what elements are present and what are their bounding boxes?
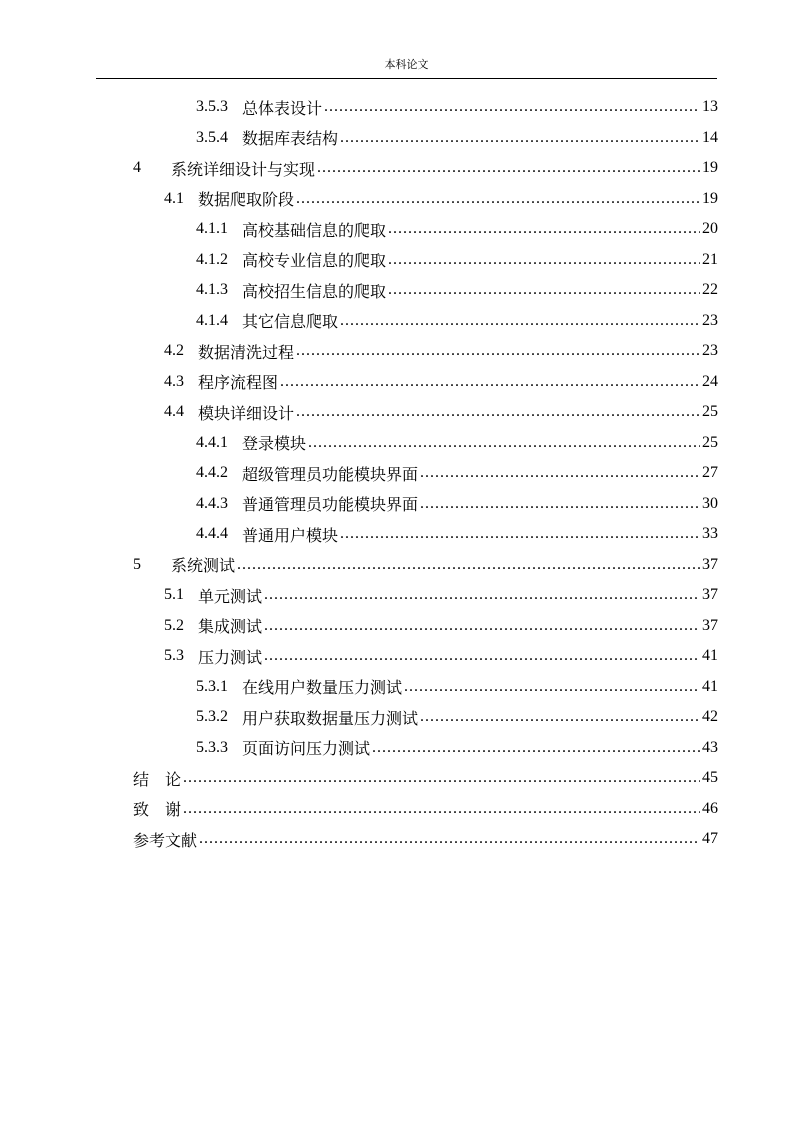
toc-entry-title: 模块详细设计 xyxy=(198,405,295,423)
toc-entry-page: 37 xyxy=(702,616,718,634)
toc-entry[interactable] xyxy=(196,702,718,732)
toc-entry-title: 登录模块 xyxy=(242,436,307,453)
toc-entry-page: 27 xyxy=(702,464,718,481)
toc-entry-title: 用户获取数据量压力测试 xyxy=(242,710,419,728)
toc-entry-page: 21 xyxy=(702,250,718,268)
toc-entry-number: 4.2 xyxy=(164,342,184,359)
toc-entry-number: 4.4.4 xyxy=(196,525,228,542)
toc-entry-title: 页面访问压力测试 xyxy=(242,741,371,758)
toc-entry-title: 程序流程图 xyxy=(198,375,279,392)
toc-entry[interactable] xyxy=(164,184,718,214)
toc-entry-number: 4.1.1 xyxy=(196,220,228,237)
toc-entry[interactable] xyxy=(133,763,718,793)
toc-dot-leader xyxy=(264,586,700,604)
toc-entry-title: 普通用户模块 xyxy=(242,527,339,545)
toc-entry[interactable] xyxy=(164,580,718,610)
toc-entry-page: 41 xyxy=(702,677,718,695)
toc-dot-leader xyxy=(237,556,700,574)
toc-entry-page: 19 xyxy=(702,159,718,176)
toc-entry-title: 高校基础信息的爬取 xyxy=(242,222,387,240)
toc-entry-page: 23 xyxy=(702,311,718,329)
toc-entry-number: 4.4.2 xyxy=(196,464,228,481)
toc-entry-number: 5.1 xyxy=(164,586,184,603)
toc-entry-number: 5.3.1 xyxy=(196,677,228,695)
toc-dot-leader xyxy=(296,342,700,360)
toc-entry-number: 4.1.3 xyxy=(196,281,228,298)
toc-entry[interactable] xyxy=(196,672,718,702)
toc-entry[interactable] xyxy=(133,550,718,580)
toc-entry-page: 43 xyxy=(702,738,718,756)
toc-dot-leader xyxy=(420,464,700,482)
toc-dot-leader xyxy=(420,708,700,726)
toc-entry-title: 数据爬取阶段 xyxy=(198,192,295,209)
toc-entry-title: 参考文献 xyxy=(133,832,198,850)
toc-entry-title: 压力测试 xyxy=(198,649,263,667)
toc-entry[interactable] xyxy=(196,733,718,763)
toc-entry-title: 集成测试 xyxy=(198,619,263,636)
toc-entry-page: 47 xyxy=(702,830,718,847)
toc-entry-number: 4.1 xyxy=(164,189,184,207)
toc-entry[interactable] xyxy=(164,641,718,671)
toc-entry-page: 37 xyxy=(702,555,718,573)
toc-entry-title: 系统详细设计与实现 xyxy=(171,161,316,179)
toc-entry[interactable] xyxy=(133,824,718,854)
toc-dot-leader xyxy=(199,830,700,848)
toc-entry-number: 4.1.4 xyxy=(196,311,228,329)
toc-dot-leader xyxy=(372,739,700,757)
toc-dot-leader xyxy=(308,434,700,452)
toc-entry-page: 41 xyxy=(702,647,718,664)
toc-entry-title: 系统测试 xyxy=(171,558,236,575)
toc-entry[interactable] xyxy=(196,275,718,305)
toc-dot-leader xyxy=(404,678,700,696)
page-header: 本科论文 xyxy=(384,59,429,71)
toc-entry-number: 5 xyxy=(133,555,141,573)
toc-entry[interactable] xyxy=(164,611,718,641)
toc-entry-page: 25 xyxy=(702,403,718,420)
toc-entry-page: 22 xyxy=(702,281,718,298)
toc-entry-title: 结 论 xyxy=(133,771,182,789)
header-rule xyxy=(96,78,717,79)
toc-entry[interactable] xyxy=(164,397,718,427)
toc-dot-leader xyxy=(183,769,700,787)
toc-entry[interactable] xyxy=(164,336,718,366)
toc-entry-page: 30 xyxy=(702,494,718,512)
toc-entry-number: 4.4 xyxy=(164,403,184,420)
toc-entry-number: 5.3.3 xyxy=(196,738,228,756)
toc-entry-page: 19 xyxy=(702,189,718,207)
toc-entry-page: 37 xyxy=(702,586,718,603)
toc-entry[interactable] xyxy=(196,245,718,275)
toc-dot-leader xyxy=(183,800,700,818)
toc-entry[interactable] xyxy=(196,92,718,122)
toc-entry-page: 14 xyxy=(702,128,718,146)
toc-entry-title: 总体表设计 xyxy=(242,100,323,118)
toc-dot-leader xyxy=(388,220,700,238)
toc-entry[interactable] xyxy=(196,489,718,519)
toc-dot-leader xyxy=(264,617,700,635)
toc-entry-page: 20 xyxy=(702,220,718,237)
toc-entry-title: 普通管理员功能模块界面 xyxy=(242,497,419,514)
toc-entry-number: 3.5.4 xyxy=(196,128,228,146)
toc-dot-leader xyxy=(340,312,700,330)
toc-entry-number: 5.3 xyxy=(164,647,184,664)
toc-dot-leader xyxy=(280,373,700,391)
toc-entry[interactable] xyxy=(196,458,718,488)
toc-entry-number: 4.1.2 xyxy=(196,250,228,268)
toc-entry-title: 高校专业信息的爬取 xyxy=(242,253,387,270)
toc-entry[interactable] xyxy=(196,214,718,244)
toc-entry[interactable] xyxy=(196,519,718,549)
toc-entry-page: 33 xyxy=(702,525,718,542)
toc-dot-leader xyxy=(296,190,700,208)
toc-entry-number: 5.3.2 xyxy=(196,708,228,725)
toc-entry-number: 4.4.1 xyxy=(196,433,228,451)
toc-entry-number: 4.4.3 xyxy=(196,494,228,512)
toc-dot-leader xyxy=(324,98,700,116)
toc-entry-number: 4 xyxy=(133,159,141,176)
toc-entry-page: 45 xyxy=(702,769,718,786)
toc-entry[interactable] xyxy=(164,367,718,397)
toc-entry-title: 在线用户数量压力测试 xyxy=(242,680,403,697)
toc-entry-page: 25 xyxy=(702,433,718,451)
toc-dot-leader xyxy=(340,129,700,147)
toc-entry-page: 24 xyxy=(702,372,718,390)
toc-entry[interactable] xyxy=(133,153,718,183)
toc-entry-title: 数据库表结构 xyxy=(242,131,339,148)
toc-entry[interactable] xyxy=(196,306,718,336)
toc-entry-page: 42 xyxy=(702,708,718,725)
toc-entry-title: 单元测试 xyxy=(198,588,263,606)
toc-dot-leader xyxy=(264,647,700,665)
toc-dot-leader xyxy=(296,403,700,421)
toc-dot-leader xyxy=(340,525,700,543)
toc-dot-leader xyxy=(317,159,700,177)
toc-entry-number: 5.2 xyxy=(164,616,184,634)
toc-entry[interactable] xyxy=(133,794,718,824)
toc-entry-title: 高校招生信息的爬取 xyxy=(242,283,387,301)
toc-entry[interactable] xyxy=(196,123,718,153)
toc-dot-leader xyxy=(388,251,700,269)
toc-dot-leader xyxy=(420,495,700,513)
toc-entry-number: 4.3 xyxy=(164,372,184,390)
toc-entry-title: 致 谢 xyxy=(133,802,182,819)
toc-entry-number: 3.5.3 xyxy=(196,98,228,115)
toc-entry-page: 13 xyxy=(702,98,718,115)
toc-entry-title: 其它信息爬取 xyxy=(242,314,339,331)
toc-entry[interactable] xyxy=(196,428,718,458)
toc-entry-title: 超级管理员功能模块界面 xyxy=(242,466,419,484)
toc-entry-page: 23 xyxy=(702,342,718,359)
toc-entry-title: 数据清洗过程 xyxy=(198,344,295,362)
toc-entry-page: 46 xyxy=(702,799,718,817)
toc-dot-leader xyxy=(388,281,700,299)
